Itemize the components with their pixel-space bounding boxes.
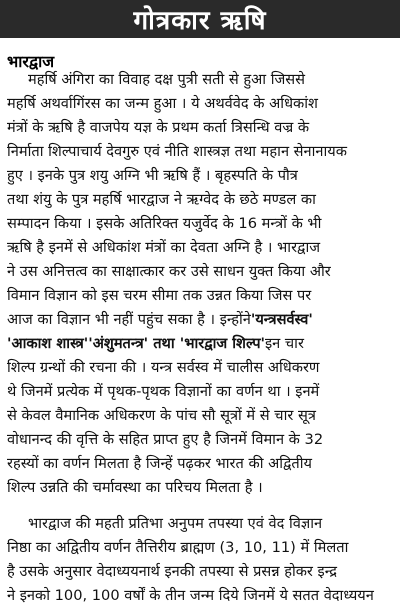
text-line xyxy=(0,560,400,584)
bold-term: 'अंशुमतन्त्र' तथा 'भारद्वाज शिल्प' xyxy=(88,335,265,352)
text-line-span: निर्माता शिल्पाचार्य देवगुरु एवं नीति शास्त्रज्ञ तथा महान सेनानायक xyxy=(7,143,347,160)
bold-term: 'यन्त्रसर्वस्व' xyxy=(250,311,313,328)
text-line-span: शिल्प ग्रन्थों की रचना की । यन्त्र सर्वस्व में चालीस अधिकरण xyxy=(7,359,320,376)
text-line xyxy=(0,332,400,356)
text-line-span: मंत्रों के ऋषि है वाजपेय यज्ञ के प्रथम कर्ता त्रिसन्धि वज्र के xyxy=(7,119,310,136)
text-line xyxy=(0,512,400,536)
text-line xyxy=(0,476,400,500)
text-line-span: भारद्वाज की महती प्रतिभा अनुपम तपस्या एवं वेद विज्ञान xyxy=(28,515,323,532)
text-line-span: थे जिनमें प्रत्येक में पृथक-पृथक विज्ञानों का वर्णन था । इनमें xyxy=(7,383,320,400)
text-line-span: महर्षि अथर्वागिंरस का जन्म हुआ । ये अथर्ववेद के अधिकांश xyxy=(7,95,318,112)
text-line-span: ने इनको 100, 100 वर्षों के तीन जन्म दिये जिनमें ये सतत वेदाध्ययन xyxy=(7,587,374,604)
text-line-span: ऋषि है इनमें से अधिकांश मंत्रों का देवता अग्नि है । भारद्वाज xyxy=(7,239,321,256)
text-line-span: निष्ठा का अद्वितीय वर्णन तैत्तिरीय ब्राह्मण (3, 10, 11) में मिलता xyxy=(7,539,349,556)
text-line-span: सम्पादन किया । इसके अतिरिक्त यजुर्वेद के 16 मन्त्रों के भी xyxy=(7,215,322,232)
text-line xyxy=(0,116,400,140)
text-line-span: तथा शंयु के पुत्र महर्षि भारद्वाज ने ऋग्वेद के छठे मण्डल का xyxy=(7,191,316,208)
text-line xyxy=(0,584,400,608)
text-line xyxy=(0,212,400,236)
section-heading: भारद्वाज xyxy=(7,52,55,71)
text-line xyxy=(0,92,400,116)
text-line xyxy=(0,452,400,476)
text-line xyxy=(0,164,400,188)
bold-term: 'आकाश शास्त्र' xyxy=(7,335,89,352)
text-line-span: वोधानन्द की वृत्ति के सहित प्राप्त हुए है जिनमें विमान के 32 xyxy=(7,431,324,448)
text-line-span: है उसके अनुसार वेदाध्ययनार्थ इनकी तपस्या से प्रसन्न होकर इन्द्र xyxy=(7,563,337,580)
text-line-span: इन चार xyxy=(265,335,304,352)
text-line-span: महर्षि अंगिरा का विवाह दक्ष पुत्री सती से हुआ जिससे xyxy=(28,71,306,88)
text-line xyxy=(0,284,400,308)
text-line-span: से केवल वैमानिक अधिकरण के पांच सौ सूत्रों में से चार सूत्र xyxy=(7,407,316,424)
text-line xyxy=(0,260,400,284)
text-line xyxy=(0,380,400,404)
text-line-span: शिल्प उन्नति की चर्मावस्था का परिचय मिलता है । xyxy=(7,479,263,496)
text-line xyxy=(0,188,400,212)
text-line-span: आज का विज्ञान भी नहीं पहुंच सका है । इन्होंने xyxy=(7,311,251,328)
text-line-span: ने उस अनित्तत्व का साक्षात्कार कर उसे साधन युक्त किया और xyxy=(7,263,331,280)
text-line xyxy=(0,308,400,332)
text-line xyxy=(0,68,400,92)
text-line xyxy=(0,536,400,560)
text-line xyxy=(0,356,400,380)
page-title: गोत्रकार ऋषि xyxy=(0,0,400,38)
text-line-span: रहस्यों का वर्णन मिलता है जिन्हें पढ़कर भारत की अद्वितीय xyxy=(7,455,312,472)
text-line xyxy=(0,236,400,260)
text-line xyxy=(0,404,400,428)
text-line xyxy=(0,428,400,452)
text-line-span: विमान विज्ञान को इस चरम सीमा तक उन्नत किया जिस पर xyxy=(7,287,312,304)
text-line-span: हुए । इनके पुत्र शयु अग्नि भी ऋषि हैं । बृहस्पति के पौत्र xyxy=(7,167,298,184)
text-line xyxy=(0,140,400,164)
